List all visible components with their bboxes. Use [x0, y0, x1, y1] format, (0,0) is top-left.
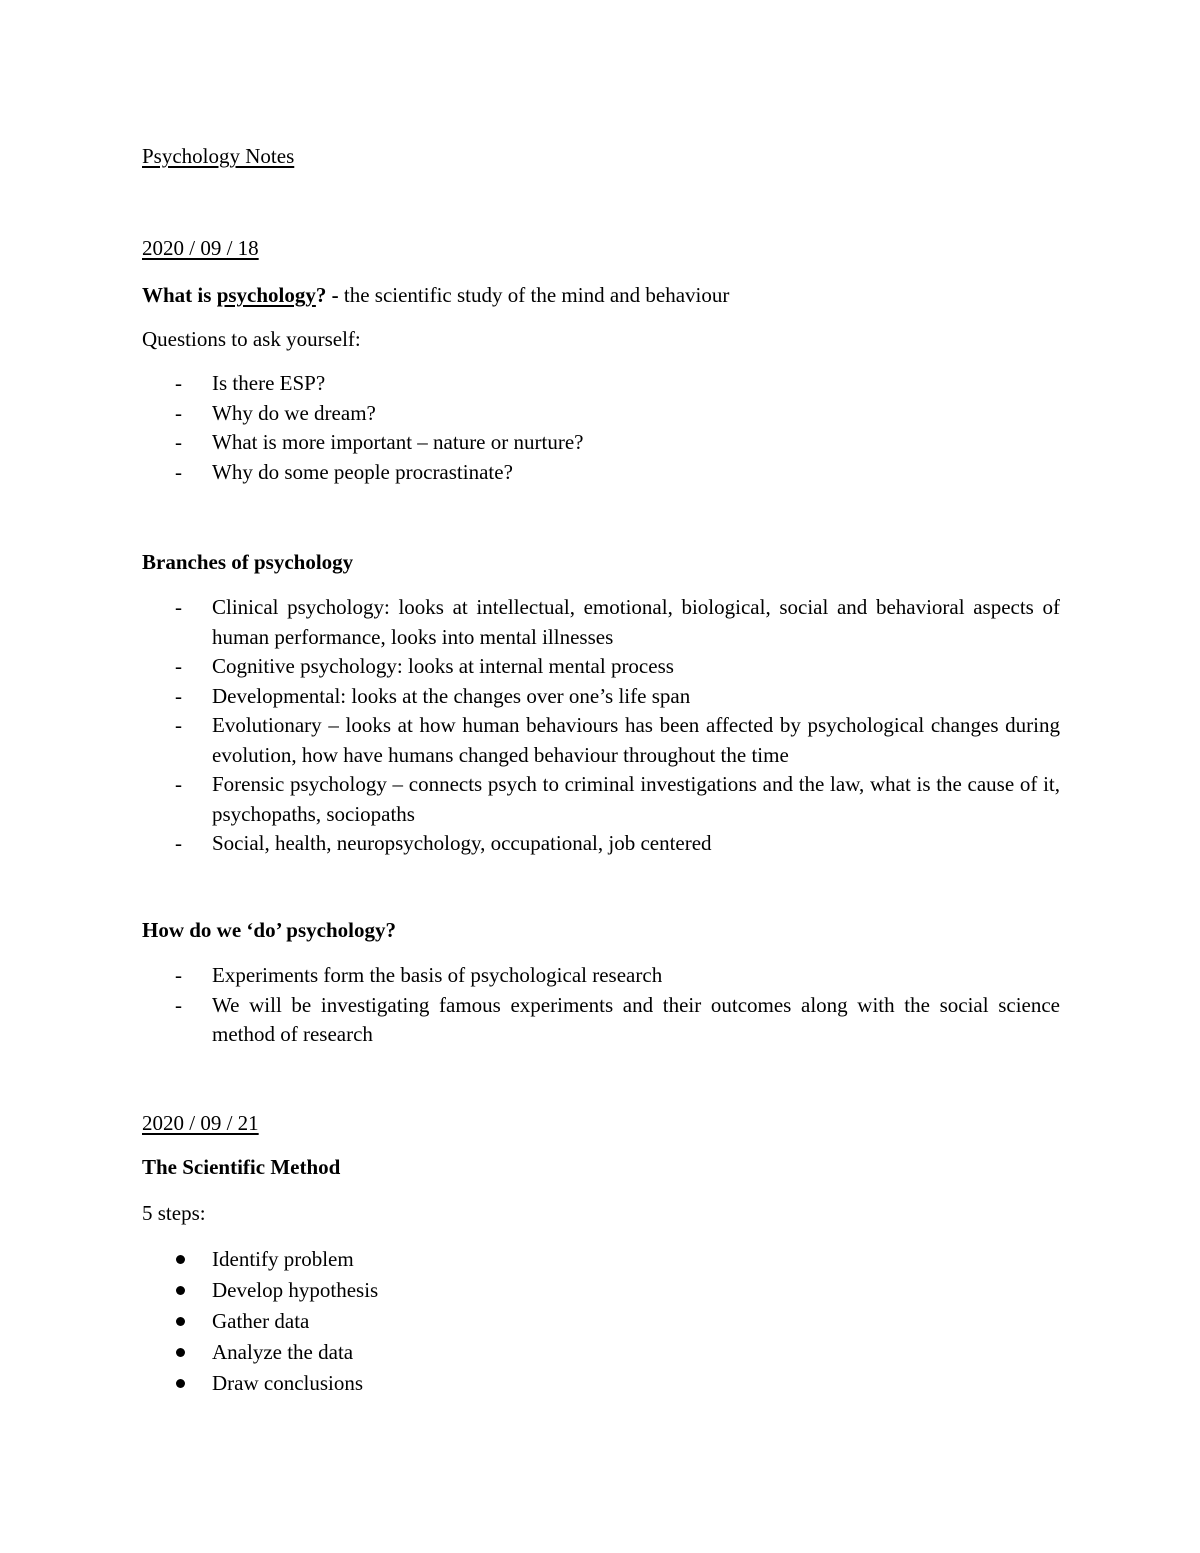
dash-marker: -	[175, 400, 182, 425]
dash-marker: -	[175, 654, 182, 678]
list-item	[142, 682, 1060, 712]
list-item	[142, 1244, 1060, 1275]
entry-date-1: 2020 / 09 / 18	[142, 236, 259, 260]
branch-text: Social, health, neuropsychology, occupational, job centered	[212, 831, 712, 855]
list-item	[142, 961, 1060, 991]
method-heading: The Scientific Method	[142, 1155, 341, 1179]
list-item	[142, 593, 1060, 652]
list-item	[142, 458, 1060, 488]
bullet-icon	[176, 1286, 185, 1295]
definition-term: psychology	[216, 283, 316, 307]
question-text: Why do we dream?	[212, 400, 376, 425]
how-text: Experiments form the basis of psychological research	[212, 963, 663, 987]
list-item	[142, 1306, 1060, 1337]
how-text: We will be investigating famous experiments and their outcomes along with the social science method of research	[212, 992, 1060, 1046]
entry-date-2: 2020 / 09 / 21	[142, 1111, 259, 1135]
dash-marker: -	[175, 963, 182, 987]
step-text: Identify problem	[212, 1247, 354, 1271]
definition-lead: What is	[142, 283, 217, 307]
questions-heading: Questions to ask yourself:	[142, 327, 361, 351]
branch-text: Cognitive psychology: looks at internal mental process	[212, 654, 674, 678]
dash-marker: -	[175, 459, 182, 484]
list-item	[142, 1368, 1060, 1399]
dash-marker: -	[175, 831, 182, 855]
branch-text: Evolutionary – looks at how human behaviours has been affected by psychological changes during evolution, how have humans changed behaviour throughout the time	[212, 713, 1060, 767]
dash-marker: -	[175, 371, 182, 395]
dash-marker: -	[175, 683, 182, 708]
list-item	[142, 991, 1060, 1050]
definition-punct: ? -	[315, 283, 344, 307]
dash-marker: -	[175, 595, 182, 619]
questions-list	[142, 369, 1060, 487]
question-text: Why do some people procrastinate?	[212, 459, 513, 484]
document-title: Psychology Notes	[142, 144, 295, 168]
question-text: Is there ESP?	[212, 371, 326, 395]
step-text: Draw conclusions	[212, 1371, 364, 1395]
list-item	[142, 369, 1060, 399]
step-text: Develop hypothesis	[212, 1278, 379, 1302]
how-list	[142, 961, 1060, 1050]
list-item	[142, 428, 1060, 458]
bullet-icon	[176, 1348, 185, 1357]
list-item	[142, 652, 1060, 682]
list-item	[142, 399, 1060, 429]
list-item	[142, 770, 1060, 829]
step-text: Analyze the data	[212, 1340, 354, 1364]
branches-list	[142, 593, 1060, 859]
branches-heading: Branches of psychology	[142, 550, 354, 574]
dash-marker: -	[175, 992, 182, 1017]
dash-marker: -	[175, 430, 182, 454]
steps-label: 5 steps:	[142, 1201, 206, 1225]
branch-text: Forensic psychology – connects psych to criminal investigations and the law, what is the cause of it, psychopaths, sociopaths	[212, 772, 1060, 826]
definition-line	[142, 281, 729, 310]
branch-text: Developmental: looks at the changes over one’s life span	[212, 683, 691, 708]
bullet-icon	[176, 1255, 185, 1264]
list-item	[142, 1337, 1060, 1368]
bullet-icon	[176, 1379, 185, 1388]
list-item	[142, 829, 1060, 859]
list-item	[142, 711, 1060, 770]
dash-marker: -	[175, 713, 182, 737]
branch-text: Clinical psychology: looks at intellectual, emotional, biological, social and behavioral aspects of human performance, looks into mental illnesses	[212, 595, 1060, 649]
bullet-icon	[176, 1317, 185, 1326]
definition-text: the scientific study of the mind and behaviour	[343, 283, 730, 307]
dash-marker: -	[175, 772, 182, 796]
how-heading: How do we ‘do’ psychology?	[142, 918, 396, 942]
step-text: Gather data	[212, 1309, 310, 1333]
list-item	[142, 1275, 1060, 1306]
steps-list	[142, 1244, 1060, 1399]
question-text: What is more important – nature or nurture?	[212, 430, 584, 454]
